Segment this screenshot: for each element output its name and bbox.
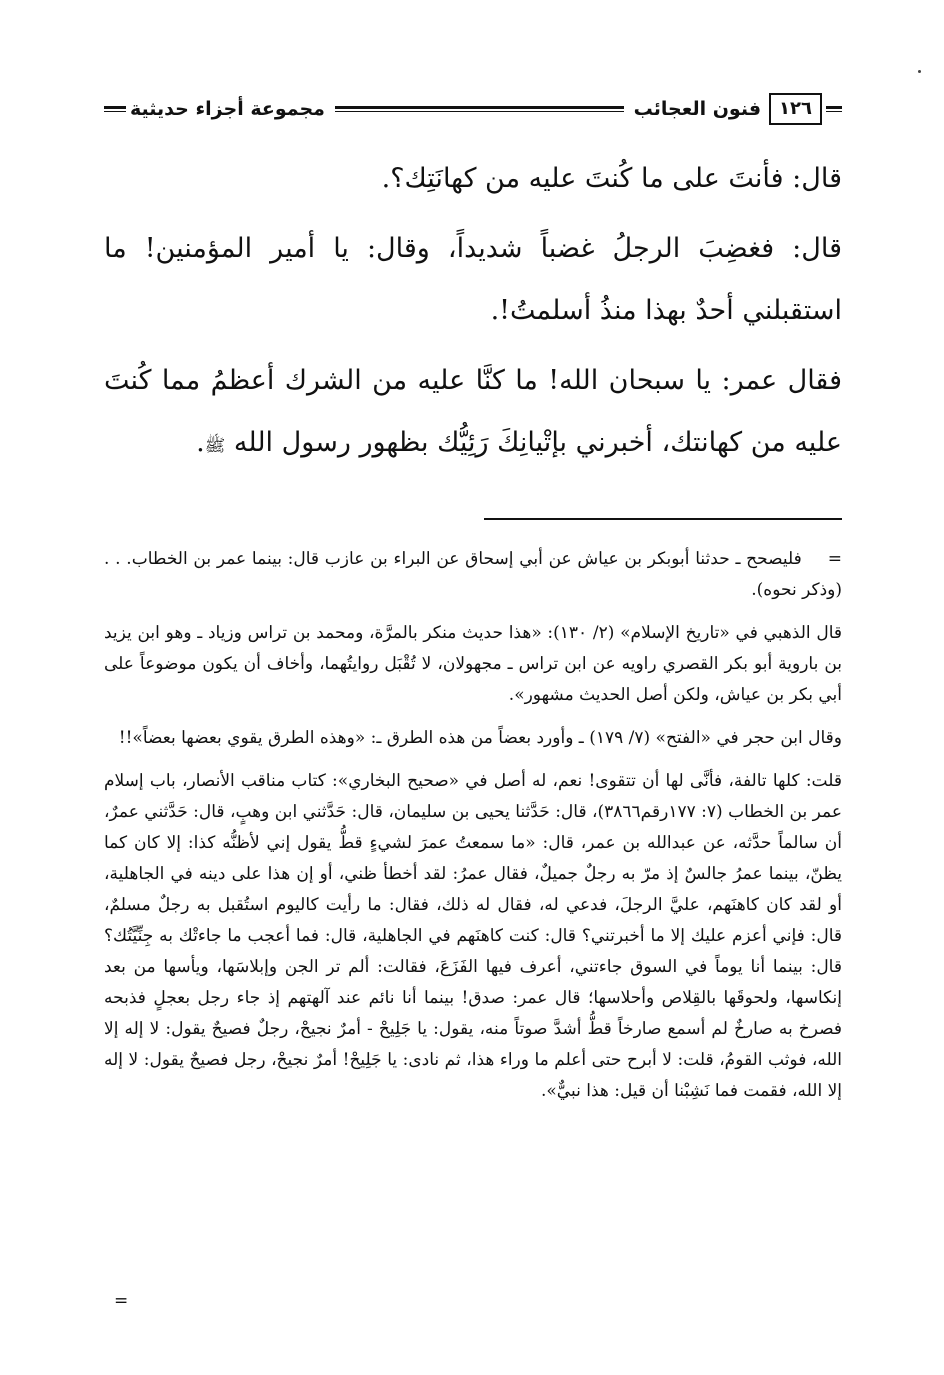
main-paragraph-2: قال: فغضِبَ الرجلُ غضباً شديداً، وقال: يا أمير المؤمنين! ما استقبلني أحدٌ بهذا منذُ أسلمتُ!.: [104, 233, 842, 326]
book-title: فنون العجائب: [633, 98, 762, 120]
header-rule-left: [104, 106, 126, 112]
footnote-paragraph-2: قال الذهبي في «تاريخ الإسلام» (٢/ ١٣٠): «هذا حديث منكر بالمرَّة، ومحمد بن تراس وزياد ـ وهو ابن يزيد بن باروية أبو بكر القصري راويه عن ابن تراس ـ مجهولان، لا تُقْبَل روايتُهما، وأخاف أن يكون موضوعاً على أبي بكر بن عياش، ولكن أصل الحديث مشهور».: [104, 623, 843, 705]
main-paragraph-3: [104, 350, 842, 477]
page-number: ١٢٦: [769, 93, 822, 125]
footnotes: [104, 544, 842, 1107]
footnote-paragraph-1: [104, 544, 842, 606]
header-rule-middle: [335, 106, 624, 112]
main-text: [104, 148, 842, 485]
footnote-1-text: فليصحح ـ حدثنا أبوبكر بن عياش عن أبي إسحاق عن البراء بن عازب قال: بينما عمر بن الخطاب. . .(وذكر نحوه).: [104, 549, 842, 600]
footnote-separator: [484, 518, 842, 520]
continuation-mark-end: =: [114, 1291, 129, 1311]
footnote-paragraph-3: وقال ابن حجر في «الفتح» (٧/ ١٧٩) ـ وأورد بعضاً من هذه الطرق ـ: «وهذه الطرق يقوي بعضها بعضاً»!!: [118, 728, 842, 748]
scan-speck: [918, 70, 921, 73]
continuation-mark-start: =: [827, 549, 842, 569]
footnote-paragraph-4: قلت: كلها تالفة، فأنَّى لها أن تتقوى! نعم، له أصل في «صحيح البخاري»: كتاب مناقب الأنصار، باب إسلام عمر بن الخطاب (٧: ١٧٧رقم٣٨٦٦)، قال: حَدَّثنا يحيى بن سليمان، قال: حَدَّثني ابن وهبٍ، قال: حَدَّثني عمرٌ، أن سالماً حدَّثه، عن عبدالله بن عمر، قال: «ما سمعتُ عمرَ لشيءٍ قطُّ يقول إني لأظنُّه كذا: إلا كان كما يظنّ، بينما عمرُ جالسٌ إذ مرّ به رجلٌ جميلٌ، فقال عمرُ: لقد أخطأ ظني، أو إن هذا على دينه في الجاهلية، أو لقد كان كاهنَهم، عليَّ الرجلَ، فدعي له، فقال له ذلك، فقال: ما رأيت كاليوم استُقبل به رجلٌ مسلمٌ، قال: فإني أعزم عليك إلا ما أخبرتني؟ قال: كنت كاهنَهم في الجاهلية، قال: فما أعجب ما جاءتْك به جِنِّيَّتُك؟ قال: بينما أنا يوماً في السوق جاءتني، أعرف فيها الفَزَعَ، فقالت: ألم تر الجن وإبلاسَها، ويأسها من بعد إنكاسها، ولحوقَها بالقِلاص وأحلاسها؛ قال عمر: صدق! بينما أنا نائم عند آلهتهم إذ جاء رجل بعجلٍ فذبحه فصرخ به صارخٌ لم أسمع صارخاً قطُّ أشدَّ صوتاً منه، يقول: يا جَلِيحْ - أمرٌ نجيحْ، رجلٌ فصيحٌ يقول: لا إله إلا الله، فوثب القومُ، قلت: لا أبرح حتى أعلم ما وراء هذا، ثم نادى: يا جَلِيحْ! أمرٌ نجيحْ، رجل فصيحٌ يقول: لا إله إلا الله، فقمت فما نَشِبْنا أن قيل: هذا نبيٌّ».: [104, 771, 843, 1101]
header-rule-right: [826, 106, 842, 112]
main-paragraph-3-end: .: [196, 427, 205, 458]
running-header: [104, 86, 842, 132]
series-title: مجموعة أجزاء حديثية: [130, 98, 325, 120]
main-paragraph-1: قال: فأنتَ على ما كُنتَ عليه من كهانَتِك؟.: [381, 163, 842, 194]
main-paragraph-3-text: فقال عمر: يا سبحان الله! ما كنَّا عليه من الشرك أعظمُ مما كُنتَ عليه من كهانتك، أخبرني بإتْيانِكَ رَئِيُّك بظهور رسول الله: [104, 365, 842, 458]
salla-ligature: ﷺ: [204, 436, 226, 456]
